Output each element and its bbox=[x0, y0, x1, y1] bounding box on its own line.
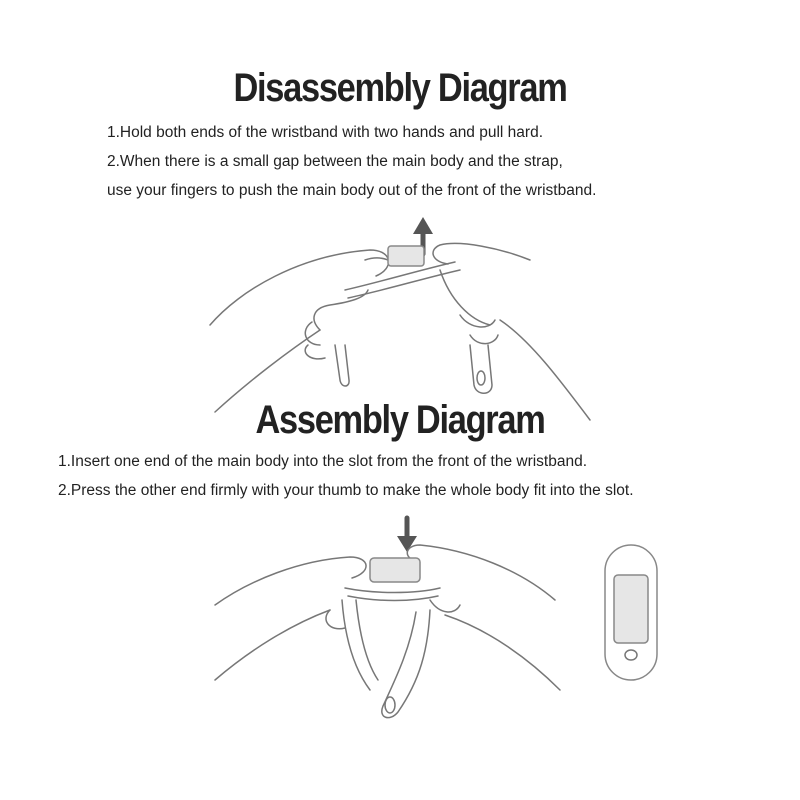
disassembly-step-2: 2.When there is a small gap between the main body and the strap, bbox=[107, 153, 563, 170]
assembled-band-illustration bbox=[605, 545, 657, 680]
disassembly-step-1: 1.Hold both ends of the wristband with two hands and pull hard. bbox=[107, 124, 543, 141]
assembly-step-1: 1.Insert one end of the main body into the slot from the front of the wristband. bbox=[58, 453, 588, 470]
strap-illustration bbox=[342, 600, 430, 718]
down-arrow-icon bbox=[397, 518, 417, 552]
disassembly-title: Disassembly Diagram bbox=[233, 66, 567, 110]
assembly-step-2: 2.Press the other end firmly with your thumb to make the whole body fit into the slot. bbox=[58, 482, 634, 499]
disassembly-step-3: use your fingers to push the main body out of the front of the wristband. bbox=[107, 182, 597, 199]
assembly-title: Assembly Diagram bbox=[255, 398, 545, 442]
device-body-illustration bbox=[345, 558, 440, 601]
